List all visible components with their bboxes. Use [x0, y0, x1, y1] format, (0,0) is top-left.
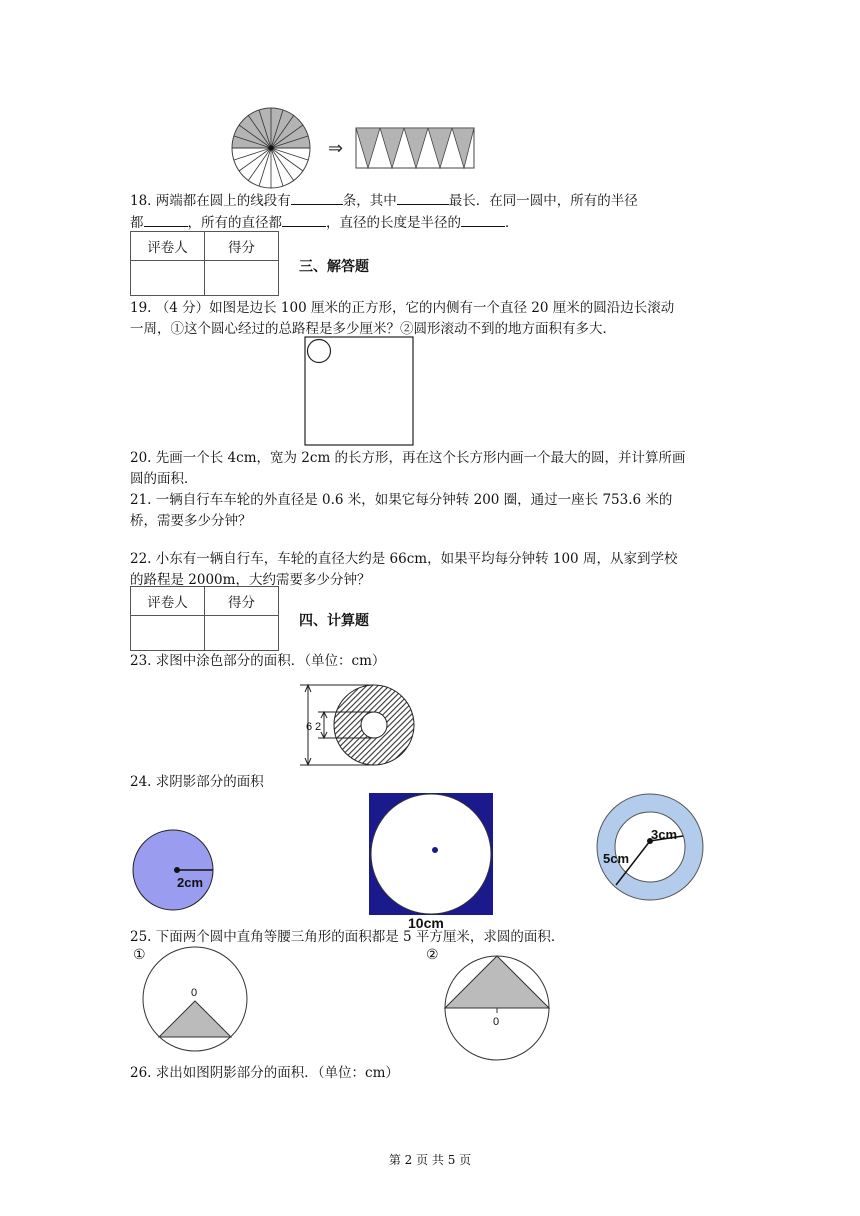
question-19-line-1: 19. （4 分）如图是边长 100 厘米的正方形，它的内侧有一个直径 20 厘米的圆沿边长滚动: [130, 300, 675, 316]
inner-radius-label: 3cm: [651, 827, 678, 842]
score-cell[interactable]: [205, 261, 279, 296]
reviewer-cell[interactable]: [131, 616, 205, 651]
score-cell[interactable]: [205, 616, 279, 651]
question-20-line-2: 圆的面积．: [130, 471, 198, 487]
outer-radius-label: 5cm: [603, 851, 630, 866]
answer-blank[interactable]: [291, 191, 343, 205]
reviewer-cell[interactable]: [131, 261, 205, 296]
center-label: 0: [191, 987, 198, 999]
question-25-text: 25. 下面两个圆中直角等腰三角形的面积都是 5 平方厘米，求圆的面积．: [130, 929, 565, 945]
question-19-line-2: 一周，①这个圆心经过的总路程是多少厘米？②圆形滚动不到的地方面积有多大．: [130, 321, 616, 337]
question-20-line-1: 20. 先画一个长 4cm，宽为 2cm 的长方形，再在这个长方形内画一个最大的圆，并计算所画: [130, 450, 686, 466]
square-with-rolling-circle-figure: [304, 336, 416, 448]
sector-circle: [232, 108, 310, 188]
score-table: [130, 586, 279, 651]
score-table: [130, 231, 279, 296]
annulus-figure: [298, 680, 422, 772]
circle-triangle-figure-2: [444, 955, 554, 1065]
side-length-label: 10cm: [408, 915, 444, 930]
answer-blank[interactable]: [461, 213, 505, 227]
answer-blank[interactable]: [397, 191, 449, 205]
question-26-text: 26. 求出如图阴影部分的面积．（单位：cm）: [130, 1065, 399, 1081]
figure-marker-1: ①: [133, 947, 146, 963]
question-23-text: 23. 求图中涂色部分的面积．（单位：cm）: [130, 653, 386, 669]
blue-ring-figure: [594, 791, 706, 903]
question-24-text: 24. 求阴影部分的面积: [130, 774, 264, 790]
question-21-line-2: 桥，需要多少分钟？: [130, 513, 252, 529]
circle-rearrangement-figure: [228, 104, 478, 192]
question-22-line-1: 22. 小东有一辆自行车，车轮的直径大约是 66cm，如果平均每分钟转 100 周，从家到学校: [130, 551, 678, 567]
score-label: 得分: [205, 232, 279, 261]
question-18-line-1: 18. 两端都在圆上的线段有 条，其中 最长．在同一圆中，所有的半径: [130, 193, 638, 209]
rearranged-triangles: [356, 128, 474, 168]
center-label: 0: [493, 1016, 500, 1028]
circle-triangle-figure-1: [142, 943, 252, 1055]
reviewer-label: 评卷人: [131, 232, 205, 261]
section-title: 三、解答题: [299, 259, 369, 275]
answer-blank[interactable]: [144, 213, 188, 227]
score-label: 得分: [205, 587, 279, 616]
radius-label: 2cm: [177, 875, 204, 890]
question-21-line-1: 21. 一辆自行车车轮的外直径是 0.6 米，如果它每分钟转 200 圈，通过一座长 753.6 米的: [130, 492, 673, 508]
answer-blank[interactable]: [282, 213, 326, 227]
inner-diameter-label: 2: [315, 721, 322, 733]
figure-marker-2: ②: [426, 947, 439, 963]
circle-in-square-figure: [368, 792, 496, 930]
question-22-line-2: 的路程是 2000m，大约需要多少分钟？: [130, 572, 371, 588]
outer-diameter-label: 6: [306, 721, 313, 733]
page-footer: 第 2 页 共 5 页: [388, 1153, 472, 1167]
arrow-icon: ⇒: [328, 138, 344, 158]
section-title: 四、计算题: [299, 613, 369, 629]
lavender-circle-figure: [130, 820, 218, 914]
question-18-line-2: 都 ，所有的直径都 ，直径的长度是半径的 ．: [130, 215, 519, 231]
reviewer-label: 评卷人: [131, 587, 205, 616]
